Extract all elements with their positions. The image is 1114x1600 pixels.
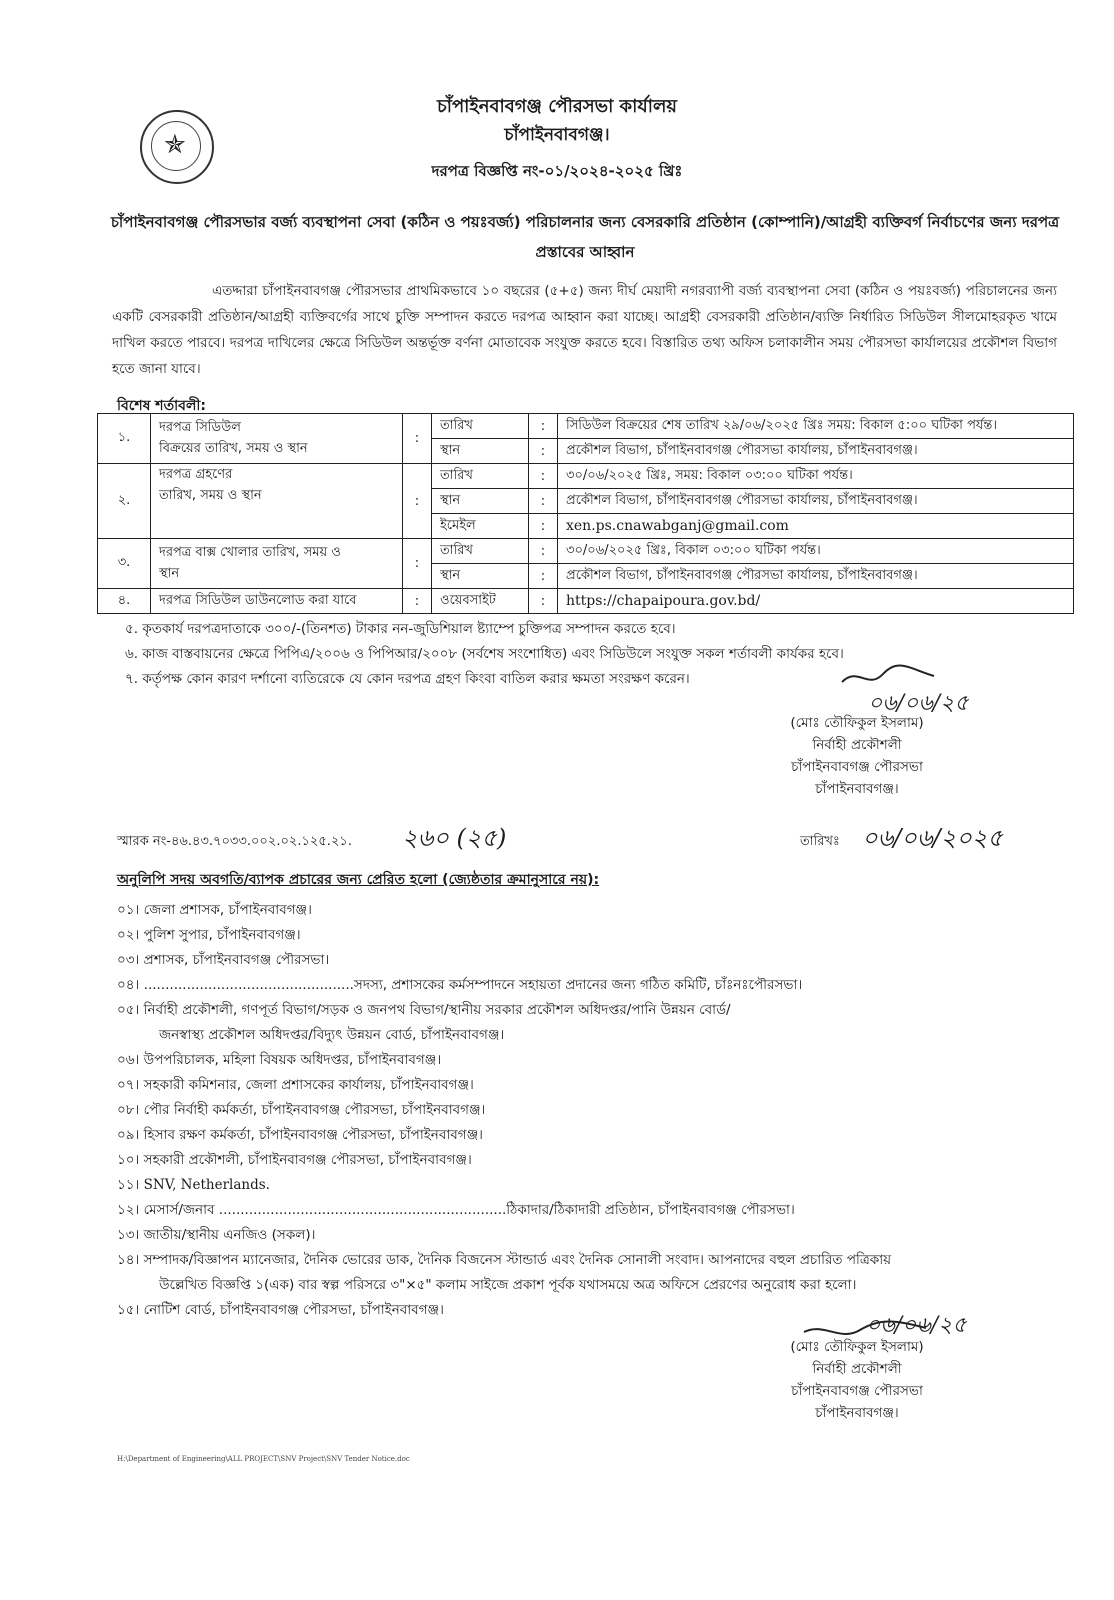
row-serial: ৩.: [98, 539, 151, 589]
list-item: ০৫। নির্বাহী প্রকৌশলী, গণপূর্ত বিভাগ/সড়ক ও জনপথ বিভাগ/স্থানীয় সরকার প্রকৌশল অধিদপ্তর/পানি উন্নয়ন বোর্ড/: [117, 1002, 731, 1018]
row-value: প্রকৌশল বিভাগ, চাঁপাইনবাবগঞ্জ পৌরসভা কার্যালয়, চাঁপাইনবাবগঞ্জ।: [558, 489, 1074, 514]
list-item: ০৯। হিসাব রক্ষণ কর্মকর্তা, চাঁপাইনবাবগঞ্জ পৌরসভা, চাঁপাইনবাবগঞ্জ।: [117, 1127, 483, 1143]
signature-block: [762, 712, 952, 800]
colon: :: [529, 564, 558, 589]
colon: :: [529, 439, 558, 464]
list-item: ১২। মেসার্স/জনাব ...................................................................ঠিকাদার/ঠিকাদারী প্রতিষ্ঠান, চাঁপাইনবাবগঞ্জ পৌরসভা।: [117, 1202, 795, 1218]
row-key: ওয়েবসাইট: [432, 589, 529, 614]
memo-handwritten: ২৬০ (২৫): [402, 824, 507, 852]
row-value: প্রকৌশল বিভাগ, চাঁপাইনবাবগঞ্জ পৌরসভা কার্যালয়, চাঁপাইনবাবগঞ্জ।: [558, 439, 1074, 464]
notice-subject: চাঁপাইনবাবগঞ্জ পৌরসভার বর্জ্য ব্যবস্থাপনা সেবা (কঠিন ও পয়ঃবর্জ্য) পরিচালনার জন্য বেসরকারি প্রতিষ্ঠান (কোম্পানি)/আগ্রহী ব্যক্তিবর্গ নির্বাচণের জন্য দরপত্র প্রস্তাবের আহ্বান: [110, 213, 1060, 261]
colon: :: [403, 589, 432, 614]
signatory-office: চাঁপাইনবাবগঞ্জ পৌরসভা: [791, 1383, 923, 1399]
row-serial: ১.: [98, 414, 151, 464]
table-row: [98, 414, 1074, 439]
row-item-line: তারিখ, সময় ও স্থান: [159, 488, 262, 503]
signature-block-2: [762, 1336, 952, 1424]
signatory-designation: নির্বাহী প্রকৌশলী: [812, 1361, 902, 1377]
table-row: [98, 539, 1074, 564]
row-key: তারিখ: [432, 539, 529, 564]
row-item: [151, 414, 403, 464]
list-item: ০২। পুলিশ সুপার, চাঁপাইনবাবগঞ্জ।: [117, 927, 301, 943]
signatory-city: চাঁপাইনবাবগঞ্জ।: [815, 781, 899, 797]
terms-table: [97, 413, 1074, 614]
extra-term-6: ৬. কাজ বাস্তবায়নের ক্ষেত্রে পিপিএ/২০০৬ ও পিপিআর/২০০৮ (সর্বশেষ সংশোধিত) এবং সিডিউলে সংযুক্ত সকল শর্তাবলী কার্যকর হবে।: [125, 646, 844, 662]
colon: :: [403, 539, 432, 589]
list-item: জনস্বাস্থ্য প্রকৌশল অধিদপ্তর/বিদ্যুৎ উন্নয়ন বোর্ড, চাঁপাইনবাবগঞ্জ।: [159, 1027, 505, 1043]
file-path-footer: H:\Department of Engineering\ALL PROJECT\SNV Project\SNV Tender Notice.doc: [117, 1455, 410, 1463]
signatory-designation: নির্বাহী প্রকৌশলী: [812, 737, 902, 753]
office-name: চাঁপাইনবাবগঞ্জ পৌরসভা কার্যালয়: [437, 96, 677, 117]
notice-number: দরপত্র বিজ্ঞপ্তি নং-০১/২০২৪-২০২৫ খ্রিঃ: [431, 162, 683, 180]
table-row: [98, 464, 1074, 489]
row-key: তারিখ: [432, 464, 529, 489]
list-item: ১৫। নোটিশ বোর্ড, চাঁপাইনবাবগঞ্জ পৌরসভা, চাঁপাইনবাবগঞ্জ।: [117, 1302, 444, 1318]
signatory-name: (মোঃ তৌফিকুল ইসলাম): [790, 1339, 924, 1355]
notice-body: এতদ্দারা চাঁপাইনবাবগঞ্জ পৌরসভার প্রাথমিকভাবে ১০ বছরের (৫+৫) জন্য দীর্ঘ মেয়াদী নগরব্যাপী বর্জ্য ব্যবস্থাপনা সেবা (কঠিন ও পয়ঃবর্জ্য) পরিচালনের জন্য একটি বেসরকারী প্রতিষ্ঠান/আগ্রহী ব্যক্তিবর্গের সাথে চুক্তি সম্পাদন করতে দরপত্র আহ্বান করা যাচ্ছে। আগ্রহী বেসরকারী প্রতিষ্ঠান/ব্যক্তি নির্ধারিত সিডিউল সীলমোহরকৃত খামে দাখিল করতে পারবে। দরপত্র দাখিলের ক্ষেত্রে সিডিউল অন্তর্ভূক্ত বর্ণনা মোতাবেক সংযুক্ত করতে হবে। বিস্তারিত তথ্য অফিস চলাকালীন সময় পৌরসভা কার্যালয়ের প্রকৌশল বিভাগ হতে জানা যাবে।: [112, 283, 1057, 377]
memo-number: স্মারক নং-৪৬.৪৩.৭০৩৩.০০২.০২.১২৫.২১.: [117, 834, 352, 849]
list-item: উল্লেখিত বিজ্ঞপ্তি ১(এক) বার স্বল্প পরিসরে ৩"×৫" কলাম সাইজে প্রকাশ পূর্বক যথাসময়ে অত্র অফিসে প্রেরণের অনুরোধ করা হলো।: [159, 1277, 857, 1293]
row-value: ৩০/০৬/২০২৫ খ্রিঃ, সময়: বিকাল ০৩:০০ ঘটিকা পর্যন্ত।: [558, 464, 1074, 489]
extra-term-7: ৭. কর্তৃপক্ষ কোন কারণ দর্শানো ব্যতিরেকে যে কোন দরপত্র গ্রহণ কিংবা বাতিল করার ক্ষমতা সংরক্ষণ করেন।: [125, 671, 690, 687]
list-item: ১৪। সম্পাদক/বিজ্ঞাপন ম্যানেজার, দৈনিক ভোরের ডাক, দৈনিক বিজনেস স্টান্ডার্ড এবং দৈনিক সোনালী সংবাদ। আপনাদের বহুল প্রচারিত পত্রিকায়: [117, 1252, 892, 1268]
row-value: প্রকৌশল বিভাগ, চাঁপাইনবাবগঞ্জ পৌরসভা কার্যালয়, চাঁপাইনবাবগঞ্জ।: [558, 564, 1074, 589]
list-item: ০৭। সহকারী কমিশনার, জেলা প্রশাসকের কার্যালয়, চাঁপাইনবাবগঞ্জ।: [117, 1077, 474, 1093]
row-key: ইমেইল: [432, 514, 529, 539]
list-item: ০৬। উপপরিচালক, মহিলা বিষয়ক অধিদপ্তর, চাঁপাইনবাবগঞ্জ।: [117, 1052, 442, 1068]
row-key: স্থান: [432, 564, 529, 589]
website-link[interactable]: https://chapaipoura.gov.bd/: [558, 589, 1074, 614]
colon: :: [529, 489, 558, 514]
list-item: ০৮। পৌর নির্বাহী কর্মকর্তা, চাঁপাইনবাবগঞ্জ পৌরসভা, চাঁপাইনবাবগঞ্জ।: [117, 1102, 486, 1118]
row-value: ৩০/০৬/২০২৫ খ্রিঃ, বিকাল ০৩:০০ ঘটিকা পর্যন্ত।: [558, 539, 1074, 564]
seal-emblem-icon: ✯: [164, 130, 186, 160]
row-serial: ৪.: [98, 589, 151, 614]
date-label: তারিখঃ: [800, 834, 840, 849]
extra-term-5: ৫. কৃতকার্য দরপত্রদাতাকে ৩০০/-(তিনশত) টাকার নন-জুডিশিয়াল ষ্ট্যাম্পে চুক্তিপত্র সম্পাদন করতে হবে।: [125, 621, 676, 637]
colon: :: [529, 414, 558, 439]
row-item-line: স্থান: [159, 565, 180, 581]
date-handwritten: ০৬/০৬/২০২৫: [862, 824, 1003, 852]
colon: :: [529, 514, 558, 539]
list-item: ০৪। .................................................সদস্য, প্রশাসকের কর্মসম্পাদনে সহায়তা প্রদানের জন্য গঠিত কমিটি, চাঁঃনঃপৌরসভা।: [117, 977, 803, 993]
signature-date-2: ০৬/০৬/২৫: [866, 1313, 967, 1338]
office-city: চাঁপাইনবাবগঞ্জ।: [504, 125, 610, 145]
signatory-city: চাঁপাইনবাবগঞ্জ।: [815, 1405, 899, 1421]
row-item-line: দরপত্র সিডিউল: [159, 419, 241, 435]
special-conditions-heading: বিশেষ শর্তাবলী:: [117, 398, 206, 414]
colon: :: [529, 539, 558, 564]
row-item: [151, 539, 403, 589]
row-item-line: বিক্রয়ের তারিখ, সময় ও স্থান: [159, 440, 308, 456]
row-item-line: দরপত্র বাক্স খোলার তারিখ, সময় ও: [159, 544, 341, 560]
row-key: স্থান: [432, 489, 529, 514]
row-item: দরপত্র সিডিউল ডাউনলোড করা যাবে: [151, 589, 403, 614]
row-value: সিডিউল বিক্রয়ের শেষ তারিখ ২৯/০৬/২০২৫ খ্রিঃ সময়: বিকাল ৫:০০ ঘটিকা পর্যন্ত।: [558, 414, 1074, 439]
email-value: xen.ps.cnawabganj@gmail.com: [558, 514, 1074, 539]
row-key: স্থান: [432, 439, 529, 464]
row-serial: ২.: [98, 464, 151, 539]
copy-heading: অনুলিপি সদয় অবগতি/ব্যাপক প্রচারের জন্য প্রেরিত হলো (জ্যেষ্ঠতার ক্রমানুসারে নয়):: [117, 872, 600, 888]
colon: :: [529, 464, 558, 489]
row-item: [151, 464, 403, 539]
list-item: ০১। জেলা প্রশাসক, চাঁপাইনবাবগঞ্জ।: [117, 902, 312, 918]
row-item-line: দরপত্র গ্রহণের: [159, 467, 233, 482]
copy-list: [117, 898, 1077, 1323]
colon: :: [529, 589, 558, 614]
signature-date: ০৬/০৬/২৫: [868, 691, 969, 716]
list-item: ১০। সহকারী প্রকৌশলী, চাঁপাইনবাবগঞ্জ পৌরসভা, চাঁপাইনবাবগঞ্জ।: [117, 1152, 472, 1168]
colon: :: [403, 414, 432, 464]
list-item: ০৩। প্রশাসক, চাঁপাইনবাবগঞ্জ পৌরসভা।: [117, 952, 330, 968]
table-row: [98, 589, 1074, 614]
signatory-name: (মোঃ তৌফিকুল ইসলাম): [790, 715, 924, 731]
list-item: ১৩। জাতীয়/স্থানীয় এনজিও (সকল)।: [117, 1227, 316, 1243]
row-key: তারিখ: [432, 414, 529, 439]
colon: :: [403, 464, 432, 539]
signatory-office: চাঁপাইনবাবগঞ্জ পৌরসভা: [791, 759, 923, 775]
list-item: ১১। SNV, Netherlands.: [117, 1177, 270, 1193]
